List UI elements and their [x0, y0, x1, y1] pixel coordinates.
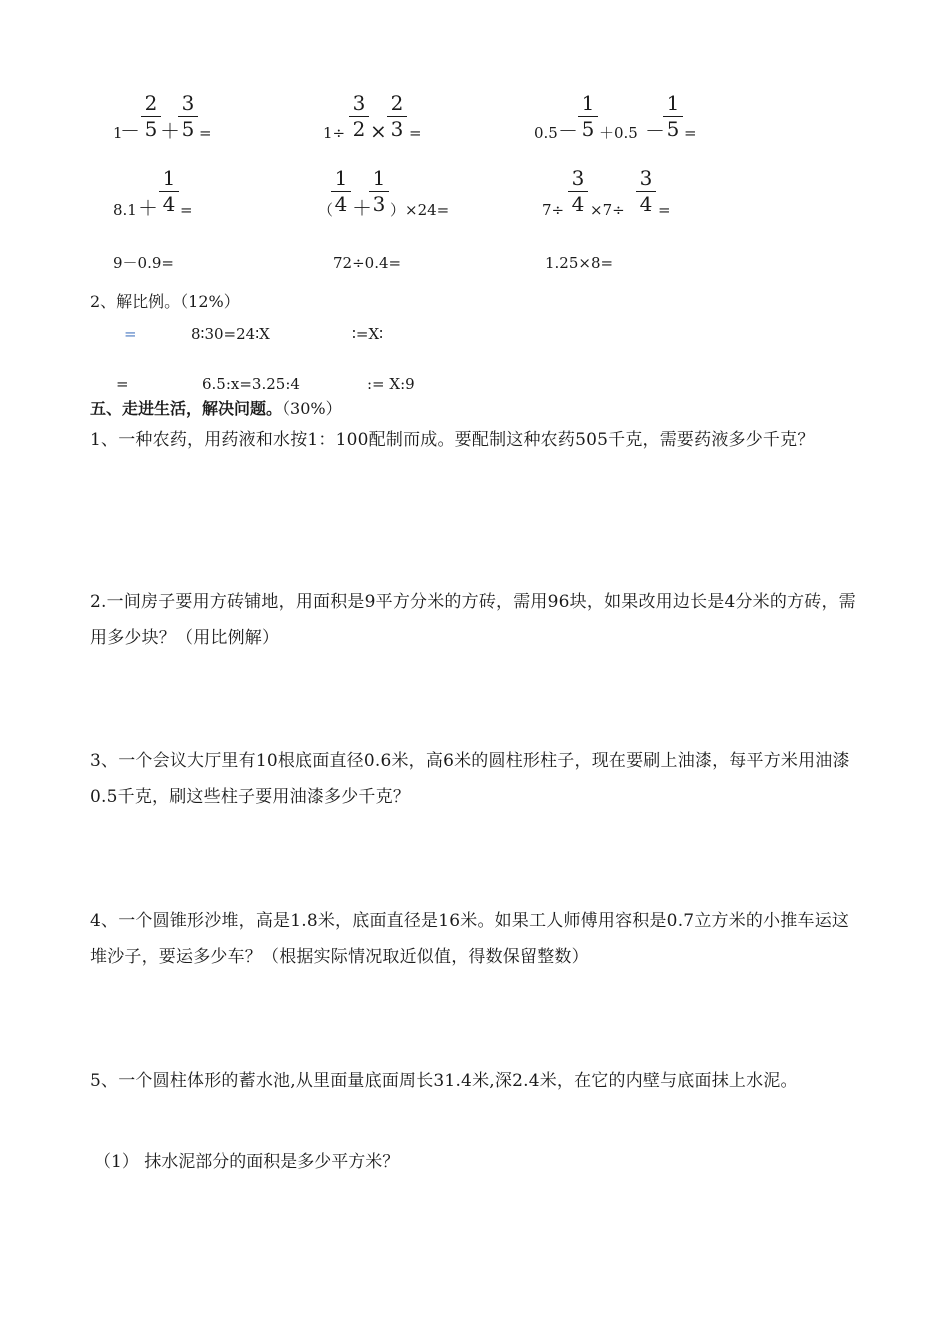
proportion-r1-b: 8∶30=24∶X: [191, 325, 270, 343]
calc-r2-e3-mid: ×7÷: [590, 201, 625, 219]
subquestion-1: （1） 抹水泥部分的面积是多少平方米？: [94, 1152, 400, 1172]
proportion-r1-c: ∶=X∶: [352, 325, 384, 343]
calc-r3-e2: 72÷0.4=: [333, 254, 402, 272]
calc-r1-e3-post: =: [684, 124, 697, 142]
calc-r1-e1-op2: ＋: [160, 119, 180, 143]
calc-r1-e3-op2: －: [645, 119, 665, 143]
fraction: 1 4: [330, 167, 352, 215]
proportion-r2-a: =: [116, 375, 129, 393]
section5-heading: [90, 399, 342, 419]
fraction: 1 5: [662, 92, 684, 140]
fraction: 2 3: [386, 92, 408, 140]
proportion-r1-a: =: [124, 325, 137, 343]
proportion-r2-c: := X:9: [367, 375, 415, 393]
calc-r2-e1-op1: ＋: [138, 196, 158, 220]
fraction: 3 4: [635, 167, 657, 215]
calc-r1-e2-post: =: [409, 124, 422, 142]
fraction: 1 5: [577, 92, 599, 140]
calc-r1-e1-op1: －: [120, 119, 140, 143]
calc-r1-e1-post: =: [199, 124, 212, 142]
fraction: 1 3: [368, 167, 390, 215]
calc-r2-e3-pre: 7÷: [542, 201, 565, 219]
calc-r1-e1-pre: 1: [113, 124, 123, 142]
calc-r2-e1-pre: 8.1: [113, 201, 137, 219]
problem-2: 2.一间房子要用方砖铺地，用面积是9平方分米的方砖，需用96块，如果改用边长是4分米的方砖，需用多少块？（用比例解）: [90, 592, 856, 648]
fraction: 3 5: [177, 92, 199, 140]
calc-r3-e1: 9－0.9=: [113, 254, 174, 272]
section5-title: 五、走进生活，解决问题。: [90, 399, 283, 418]
calc-r1-e2-pre: 1÷: [323, 124, 346, 142]
problem-3: 3、一个会议大厅里有10根底面直径0.6米，高6米的圆柱形柱子，现在要刷上油漆，每平方米用油漆0.5千克，刷这些柱子要用油漆多少千克？: [90, 751, 850, 807]
problem-5: 5、一个圆柱体形的蓄水池,从里面量底面周长31.4米,深2.4米，在它的内壁与底面抹上水泥。: [90, 1071, 798, 1091]
calc-r2-e3-post: =: [658, 201, 671, 219]
calc-r2-e1-post: =: [180, 201, 193, 219]
calc-r2-e2-pre: （: [318, 201, 334, 219]
calc-r2-e2-op2: ＋: [352, 196, 372, 220]
fraction: 3 2: [348, 92, 370, 140]
proportion-heading: 2、解比例。（12%）: [90, 292, 240, 311]
proportion-r2-b: 6.5:x=3.25:4: [202, 375, 300, 393]
calc-r1-e3-pre: 0.5: [534, 124, 558, 142]
section5-score: （30%）: [282, 399, 342, 418]
calc-r1-e3-op1: －: [558, 119, 578, 143]
fraction: 3 4: [567, 167, 589, 215]
fraction: 1 4: [158, 167, 180, 215]
calc-r2-e2-post: ）×24=: [390, 201, 450, 219]
calc-r1-e3-mid: ＋0.5: [599, 124, 638, 142]
calc-r3-e3: 1.25×8=: [545, 254, 614, 272]
calc-r1-e2-op2: ×: [370, 119, 387, 143]
problem-1: 1、一种农药，用药液和水按1：100配制而成。要配制这种农药505千克，需要药液多少千克？: [90, 430, 815, 450]
problem-4: 4、一个圆锥形沙堆，高是1.8米，底面直径是16米。如果工人师傅用容积是0.7立方米的小推车运这堆沙子，要运多少车？（根据实际情况取近似值，得数保留整数）: [90, 911, 850, 967]
fraction: 2 5: [140, 92, 162, 140]
